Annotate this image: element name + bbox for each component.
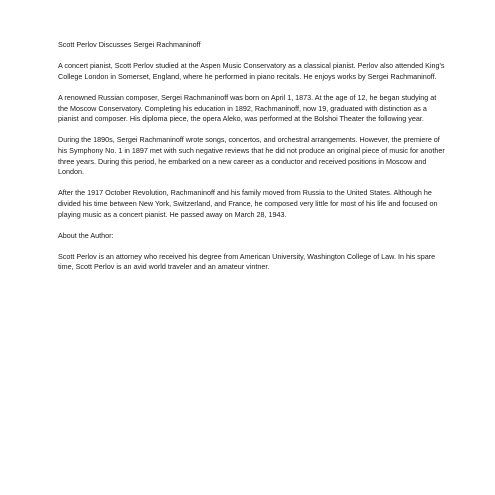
paragraph-1890s: During the 1890s, Sergei Rachmaninoff wrote songs, concertos, and orchestral arrangements. However, the premiere of his Symphony No. 1 in 1897 met with such negative reviews that he did not produce an original piece of music for another three years. During this period, he embarked on a new career as a conductor and received positions in Moscow and London.: [58, 135, 445, 177]
document-body: [58, 40, 446, 284]
about-author-heading: About the Author:: [58, 230, 114, 240]
paragraph-later-life: After the 1917 October Revolution, Rachmaninoff and his family moved from Russia to the United States. Although he divided his time between New York, Switzerland, and France, he composed very little for most of his life and focused on playing music as a concert pianist. He passed away on March 28, 1943.: [58, 188, 438, 219]
document-title: Scott Perlov Discusses Sergei Rachmaninoff: [58, 40, 201, 49]
paragraph-biography: A renowned Russian composer, Sergei Rachmaninoff was born on April 1, 1873. At the age of 12, he began studying at the Moscow Conservatory. Completing his education in 1892, Rachmaninoff, now 19, graduated with distinction as a pianist and composer. His diploma piece, the opera Aleko, was performed at the Bolshoi Theater the following year.: [58, 92, 437, 124]
paragraph-intro: A concert pianist, Scott Perlov studied at the Aspen Music Conservatory as a classical pianist. Perlov also attended King's College London in Somerset, England, where he performed in piano recitals. He enjoys works by Sergei Rachmaninoff.: [58, 61, 445, 81]
paragraph-about-author: Scott Perlov is an attorney who received his degree from American University, Washington College of Law. In his spare time, Scott Perlov is an avid world traveler and an amateur vintner.: [58, 251, 436, 272]
